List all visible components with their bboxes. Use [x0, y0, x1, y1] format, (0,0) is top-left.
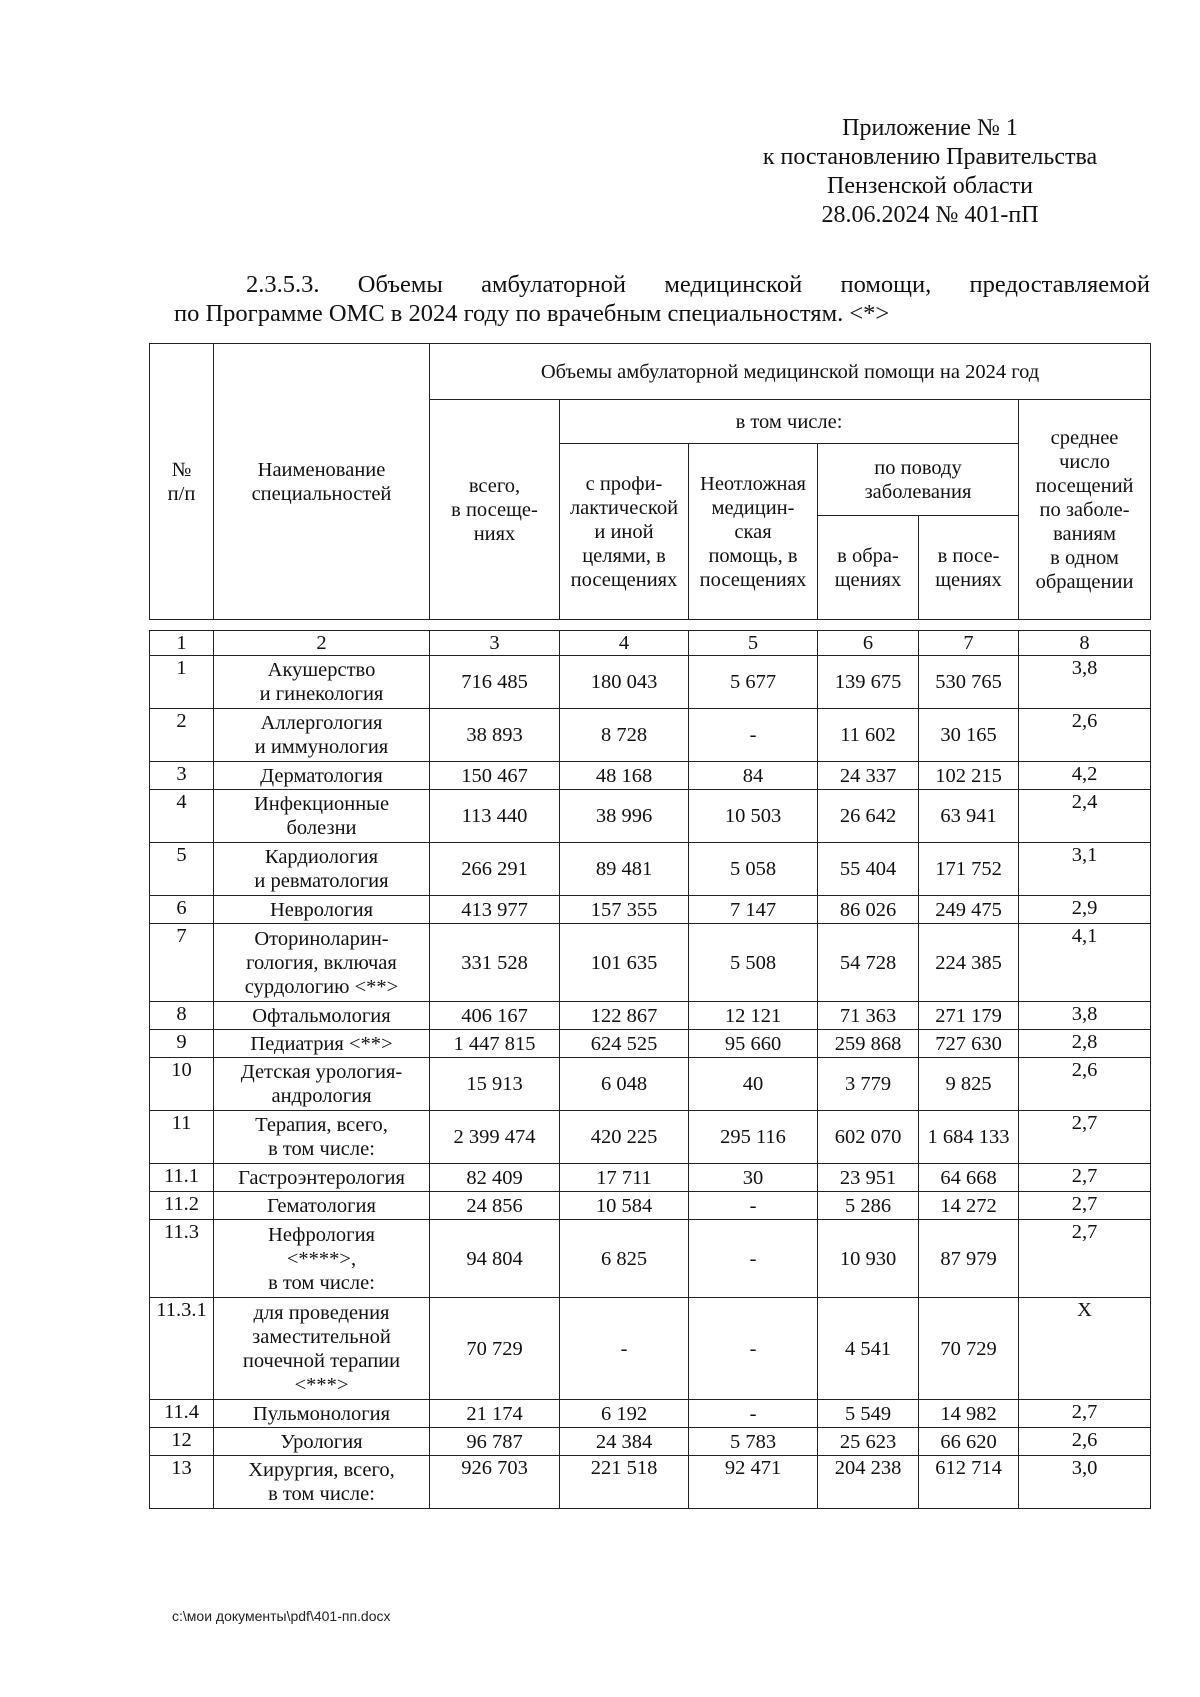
row-avg: 2,7	[1019, 1164, 1151, 1192]
row-specialty-line: Офтальмология	[252, 1004, 391, 1027]
column-number: 6	[818, 631, 919, 656]
appendix-resolution: к постановлению Правительства	[762, 144, 1098, 170]
row-value-c5: 5 677	[689, 656, 818, 709]
table-row	[150, 1030, 1151, 1058]
row-value-c3: 716 485	[430, 656, 560, 709]
row-value-c3: 82 409	[430, 1164, 560, 1192]
row-value-c6: 204 238	[818, 1456, 919, 1509]
row-avg: 4,1	[1019, 924, 1151, 1002]
row-value-c4: 24 384	[560, 1428, 689, 1456]
row-avg: 2,7	[1019, 1220, 1151, 1298]
header-disease-line: по поводу	[874, 456, 962, 479]
header-disease-line: заболевания	[864, 480, 972, 503]
row-avg: 2,6	[1019, 709, 1151, 762]
row-value-c7: 9 825	[919, 1058, 1019, 1111]
header-prof-line: с профи-	[585, 472, 663, 495]
row-specialty-line: в том числе:	[268, 1271, 375, 1294]
table-row	[150, 1400, 1151, 1428]
row-value-c6: 602 070	[818, 1111, 919, 1164]
appendix-region: Пензенской области	[827, 173, 1033, 199]
row-value-c5: 12 121	[689, 1002, 818, 1030]
row-specialty-line: Детская урология-	[240, 1061, 403, 1083]
row-avg: 2,7	[1019, 1400, 1151, 1428]
row-value-c6: 10 930	[818, 1220, 919, 1298]
row-avg: 2,8	[1019, 1030, 1151, 1058]
file-path-footer: c:\мои документы\pdf\401-пп.docx	[172, 1608, 391, 1624]
row-specialty-line: Терапия, всего,	[255, 1114, 388, 1136]
row-value-c5: 5 783	[689, 1428, 818, 1456]
row-value-c5: 92 471	[689, 1456, 818, 1509]
header-separator	[150, 620, 1151, 631]
row-value-c5: 10 503	[689, 790, 818, 843]
row-value-c3: 413 977	[430, 896, 560, 924]
table-row	[150, 1111, 1151, 1164]
header-avg-visits	[1019, 400, 1151, 620]
row-specialty-line: Гематология	[267, 1194, 376, 1217]
header-total-line: всего,	[468, 474, 521, 497]
row-value-c5: 40	[689, 1058, 818, 1111]
row-specialty-line: Кардиология	[264, 846, 379, 868]
row-value-c3: 331 528	[430, 924, 560, 1002]
row-number: 11	[150, 1111, 214, 1164]
row-value-c6: 86 026	[818, 896, 919, 924]
header-name-line: Наименование	[257, 458, 386, 481]
table-row	[150, 843, 1151, 896]
header-avg-line: посещений	[1035, 474, 1134, 497]
appendix-date-number: 28.06.2024 № 401-пП	[821, 202, 1039, 228]
row-avg: 3,8	[1019, 656, 1151, 709]
row-specialty-line: в том числе:	[268, 1483, 375, 1505]
row-value-c7: 530 765	[919, 656, 1019, 709]
row-number: 11.4	[150, 1400, 214, 1428]
row-value-c6: 3 779	[818, 1058, 919, 1111]
row-value-c7: 14 982	[919, 1400, 1019, 1428]
row-specialty	[214, 1298, 430, 1400]
table-row	[150, 1058, 1151, 1111]
header-volumes: Объемы амбулаторной медицинской помощи на 2024 год	[430, 344, 1151, 400]
row-value-c4: 157 355	[560, 896, 689, 924]
table-row	[150, 1298, 1151, 1400]
table-row	[150, 1220, 1151, 1298]
row-avg: 2,4	[1019, 790, 1151, 843]
row-specialty	[214, 1058, 430, 1111]
row-value-c5: 7 147	[689, 896, 818, 924]
header-visits-line: щениях	[935, 568, 1002, 591]
row-avg: 3,1	[1019, 843, 1151, 896]
row-value-c7: 66 620	[919, 1428, 1019, 1456]
row-value-c4: 6 048	[560, 1058, 689, 1111]
row-number: 13	[150, 1456, 214, 1509]
row-value-c3: 926 703	[430, 1456, 560, 1509]
row-value-c6: 139 675	[818, 656, 919, 709]
row-specialty-line: сурдологию <**>	[244, 975, 399, 998]
header-visits-line: в посе-	[937, 544, 1000, 567]
row-value-c7: 70 729	[919, 1298, 1019, 1400]
row-specialty-line: Хирургия, всего,	[248, 1459, 395, 1481]
volumes-table	[149, 343, 1151, 1509]
row-specialty-line: Дерматология	[260, 764, 383, 787]
row-specialty-line: андрология	[271, 1085, 372, 1107]
row-specialty-line: заместительной	[252, 1325, 391, 1348]
row-specialty	[214, 924, 430, 1002]
row-specialty-line: для проведения	[253, 1301, 390, 1324]
row-value-c7: 271 179	[919, 1002, 1019, 1030]
row-value-c3: 94 804	[430, 1220, 560, 1298]
row-specialty-line: <****>,	[286, 1247, 357, 1270]
header-preventive	[560, 444, 689, 620]
row-value-c6: 23 951	[818, 1164, 919, 1192]
section-heading-line2: по Программе ОМС в 2024 году по врачебным специальностям. <*>	[174, 300, 890, 327]
header-num	[150, 344, 214, 620]
row-avg: 2,7	[1019, 1192, 1151, 1220]
table-row	[150, 762, 1151, 790]
row-value-c3: 1 447 815	[430, 1030, 560, 1058]
table-body	[150, 631, 1151, 1509]
row-specialty-line: Нефрология	[268, 1223, 375, 1246]
row-value-c7: 102 215	[919, 762, 1019, 790]
appendix-title: Приложение № 1	[842, 115, 1018, 141]
row-value-c5: -	[689, 1220, 818, 1298]
header-visits	[919, 516, 1019, 620]
header-avg-line: среднее	[1050, 426, 1119, 449]
table-row	[150, 790, 1151, 843]
row-specialty-line: Пульмонология	[252, 1402, 391, 1425]
header-num-line: п/п	[167, 482, 196, 505]
row-value-c4: 180 043	[560, 656, 689, 709]
row-specialty-line: Педиатрия <**>	[250, 1032, 393, 1055]
row-value-c6: 55 404	[818, 843, 919, 896]
row-value-c7: 612 714	[919, 1456, 1019, 1509]
row-specialty-line: Оториноларин-	[254, 927, 389, 950]
row-number: 3	[150, 762, 214, 790]
row-value-c6: 71 363	[818, 1002, 919, 1030]
row-value-c5: 295 116	[689, 1111, 818, 1164]
row-specialty	[214, 1111, 430, 1164]
table-row	[150, 1456, 1151, 1509]
row-specialty	[214, 1030, 430, 1058]
row-specialty	[214, 790, 430, 843]
row-value-c7: 30 165	[919, 709, 1019, 762]
header-total-line: в посеще-	[451, 498, 538, 521]
row-value-c7: 171 752	[919, 843, 1019, 896]
row-value-c4: 122 867	[560, 1002, 689, 1030]
row-value-c7: 64 668	[919, 1164, 1019, 1192]
table-row	[150, 1428, 1151, 1456]
row-value-c4: 38 996	[560, 790, 689, 843]
table-row	[150, 656, 1151, 709]
row-value-c4: 101 635	[560, 924, 689, 1002]
header-avg-line: по заболе-	[1039, 498, 1130, 521]
row-value-c3: 150 467	[430, 762, 560, 790]
header-urgent-line: посещениях	[699, 568, 807, 591]
row-avg: 3,8	[1019, 1002, 1151, 1030]
row-number: 11.3.1	[150, 1298, 214, 1400]
header-avg-line: число	[1059, 450, 1110, 473]
row-value-c4: 48 168	[560, 762, 689, 790]
row-number: 5	[150, 843, 214, 896]
row-value-c4: 6 192	[560, 1400, 689, 1428]
row-value-c3: 21 174	[430, 1400, 560, 1428]
header-name	[214, 344, 430, 620]
row-value-c3: 70 729	[430, 1298, 560, 1400]
header-row-1	[150, 344, 1151, 400]
row-value-c7: 727 630	[919, 1030, 1019, 1058]
table-row	[150, 924, 1151, 1002]
row-value-c7: 224 385	[919, 924, 1019, 1002]
row-value-c7: 249 475	[919, 896, 1019, 924]
row-number: 10	[150, 1058, 214, 1111]
row-avg: 2,9	[1019, 896, 1151, 924]
row-value-c6: 25 623	[818, 1428, 919, 1456]
row-specialty-line: Неврология	[269, 898, 374, 921]
row-number: 7	[150, 924, 214, 1002]
row-value-c6: 24 337	[818, 762, 919, 790]
row-value-c6: 26 642	[818, 790, 919, 843]
header-urgent-line: ская	[734, 520, 772, 543]
header-avg-line: ваниям	[1053, 522, 1116, 545]
row-specialty	[214, 656, 430, 709]
header-avg-line: обращении	[1035, 570, 1134, 593]
row-specialty	[214, 1220, 430, 1298]
header-total-line: ниях	[473, 522, 516, 545]
header-separator-cell	[150, 620, 1151, 631]
appendix-block	[700, 114, 1160, 230]
table-row	[150, 896, 1151, 924]
row-specialty-line: почечной терапии	[242, 1349, 401, 1372]
row-number: 2	[150, 709, 214, 762]
row-number: 6	[150, 896, 214, 924]
row-specialty-line: Аллергология	[260, 712, 383, 734]
header-num-line: №	[171, 458, 192, 481]
section-heading	[174, 270, 1150, 328]
row-value-c6: 5 549	[818, 1400, 919, 1428]
row-value-c5: 5 508	[689, 924, 818, 1002]
row-value-c6: 5 286	[818, 1192, 919, 1220]
table-row	[150, 1164, 1151, 1192]
row-value-c4: 6 825	[560, 1220, 689, 1298]
column-number: 2	[214, 631, 430, 656]
row-value-c6: 54 728	[818, 924, 919, 1002]
row-number: 1	[150, 656, 214, 709]
row-number: 11.1	[150, 1164, 214, 1192]
header-appeals-line: щениях	[834, 568, 902, 591]
column-number: 1	[150, 631, 214, 656]
row-value-c4: 89 481	[560, 843, 689, 896]
row-value-c5: 5 058	[689, 843, 818, 896]
row-value-c3: 24 856	[430, 1192, 560, 1220]
row-avg: 2,7	[1019, 1111, 1151, 1164]
header-avg-line: в одном	[1050, 546, 1119, 569]
row-specialty-line: гология, включая	[246, 951, 397, 974]
row-specialty	[214, 762, 430, 790]
row-specialty	[214, 709, 430, 762]
table-header	[150, 344, 1151, 631]
row-value-c4: 8 728	[560, 709, 689, 762]
row-specialty	[214, 896, 430, 924]
row-specialty-line: <***>	[294, 1373, 349, 1396]
header-urgent-line: помощь, в	[708, 544, 798, 567]
row-number: 11.2	[150, 1192, 214, 1220]
row-value-c5: -	[689, 709, 818, 762]
column-number: 8	[1019, 631, 1151, 656]
header-prof-line: посещениях	[570, 568, 678, 591]
row-specialty-line: и ревматология	[254, 870, 389, 892]
row-value-c4: 17 711	[560, 1164, 689, 1192]
row-value-c6: 259 868	[818, 1030, 919, 1058]
header-appeals-line: в обра-	[837, 544, 899, 567]
row-value-c5: 84	[689, 762, 818, 790]
row-value-c5: -	[689, 1298, 818, 1400]
row-specialty	[214, 843, 430, 896]
column-numbers-row	[150, 631, 1151, 656]
column-number: 7	[919, 631, 1019, 656]
row-value-c4: 624 525	[560, 1030, 689, 1058]
header-including: в том числе:	[560, 400, 1019, 444]
header-appeals	[818, 516, 919, 620]
row-value-c7: 14 272	[919, 1192, 1019, 1220]
header-prof-line: целями, в	[582, 544, 666, 567]
row-specialty	[214, 1192, 430, 1220]
row-specialty	[214, 1456, 430, 1509]
row-specialty-line: и иммунология	[254, 736, 389, 758]
row-value-c6: 11 602	[818, 709, 919, 762]
row-value-c3: 266 291	[430, 843, 560, 896]
row-specialty-line: Гастроэнтерология	[238, 1166, 405, 1189]
row-value-c4: 221 518	[560, 1456, 689, 1509]
row-number: 12	[150, 1428, 214, 1456]
row-number: 4	[150, 790, 214, 843]
row-value-c3: 113 440	[430, 790, 560, 843]
row-number: 9	[150, 1030, 214, 1058]
row-specialty-line: Акушерство	[267, 659, 376, 681]
row-value-c5: 95 660	[689, 1030, 818, 1058]
row-value-c7: 87 979	[919, 1220, 1019, 1298]
header-total	[430, 400, 560, 620]
header-name-line: специальностей	[251, 482, 392, 505]
row-specialty	[214, 1428, 430, 1456]
section-heading-line1: 2.3.5.3. Объемы амбулаторной медицинской помощи, предоставляемой	[246, 271, 1150, 298]
table-row	[150, 1192, 1151, 1220]
row-value-c6: 4 541	[818, 1298, 919, 1400]
row-value-c3: 406 167	[430, 1002, 560, 1030]
row-specialty-line: болезни	[286, 817, 357, 839]
row-value-c4: 10 584	[560, 1192, 689, 1220]
row-value-c4: -	[560, 1298, 689, 1400]
header-urgent-line: Неотложная	[700, 472, 806, 495]
row-specialty-line: в том числе:	[268, 1138, 375, 1160]
row-specialty	[214, 1400, 430, 1428]
row-avg: 2,6	[1019, 1428, 1151, 1456]
row-value-c7: 63 941	[919, 790, 1019, 843]
header-urgent-line: медицин-	[711, 496, 795, 519]
row-specialty-line: Урология	[280, 1430, 363, 1453]
row-avg: X	[1019, 1298, 1151, 1400]
row-value-c5: -	[689, 1192, 818, 1220]
row-value-c3: 15 913	[430, 1058, 560, 1111]
row-number: 8	[150, 1002, 214, 1030]
row-avg: 3,0	[1019, 1456, 1151, 1509]
table-row	[150, 709, 1151, 762]
column-number: 5	[689, 631, 818, 656]
header-urgent	[689, 444, 818, 620]
row-number: 11.3	[150, 1220, 214, 1298]
table-row	[150, 1002, 1151, 1030]
row-specialty-line: Инфекционные	[253, 793, 390, 815]
header-prof-line: и иной	[594, 520, 654, 543]
row-value-c3: 2 399 474	[430, 1111, 560, 1164]
row-value-c5: 30	[689, 1164, 818, 1192]
header-prof-line: лактической	[569, 496, 679, 519]
row-value-c4: 420 225	[560, 1111, 689, 1164]
row-specialty	[214, 1002, 430, 1030]
row-avg: 4,2	[1019, 762, 1151, 790]
row-value-c3: 96 787	[430, 1428, 560, 1456]
row-specialty	[214, 1164, 430, 1192]
column-number: 3	[430, 631, 560, 656]
header-disease	[818, 444, 1019, 516]
column-number: 4	[560, 631, 689, 656]
row-value-c7: 1 684 133	[919, 1111, 1019, 1164]
row-specialty-line: и гинекология	[259, 683, 384, 705]
row-value-c5: -	[689, 1400, 818, 1428]
row-avg: 2,6	[1019, 1058, 1151, 1111]
row-value-c3: 38 893	[430, 709, 560, 762]
